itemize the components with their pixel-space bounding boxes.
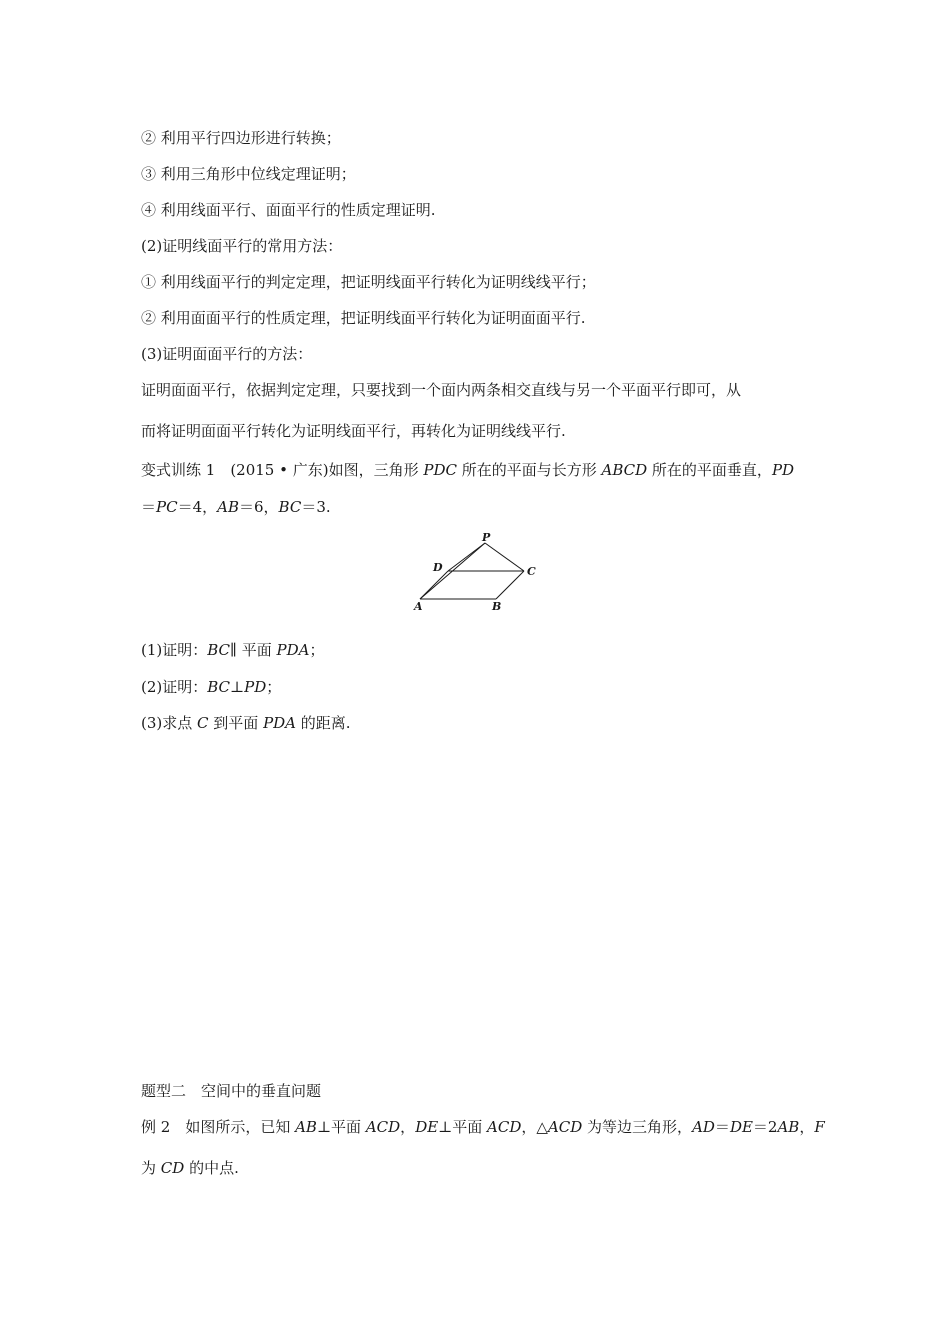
exercise-source: (2015 • 广东)如图，三角形 [230,461,424,479]
text-frag: ＝ [141,498,157,516]
math-ab: AB [777,1118,800,1136]
text-frag: ⊥平面 [438,1118,488,1136]
math-acd: ACD [365,1118,401,1136]
text-frag: 的中点. [184,1159,239,1177]
text-line-item3: ③ 利用三角形中位线定理证明； [141,165,356,183]
math-pda: PDA [263,714,297,732]
vertex-label-c: C [527,565,536,578]
text-frag: ， [400,1118,416,1136]
vertex-label-b: B [492,600,502,613]
question-2 [141,677,281,697]
paragraph-line-2: 而将证明面面平行转化为证明线面平行，再转化为证明线线平行. [141,422,566,440]
math-pd: PD [244,678,267,696]
text-line-method2: ② 利用面面平行的性质定理，把证明线面平行转化为证明面面平行. [141,309,586,327]
math-ab: AB [295,1118,317,1136]
text-frag: ＝6， [239,498,279,516]
heading-plane-plane-methods: (3)证明面面平行的方法： [141,345,313,363]
math-c: C [197,714,209,732]
example2-line-1 [141,1117,825,1137]
text-frag: ， [799,1118,815,1136]
question-3 [141,713,351,733]
text-frag: ＝ [714,1118,730,1136]
text-frag: (1)证明： [141,641,208,659]
vertex-label-p: P [482,531,491,544]
exercise-line-2 [141,497,331,517]
edge-cp [485,543,524,571]
vertex-label-a: A [414,600,423,613]
text-frag: 为等边三角形， [582,1118,693,1136]
math-pd: PD [771,461,795,479]
math-de: DE [415,1118,439,1136]
text-frag: 所在的平面与长方形 [456,461,602,479]
text-frag: ； [266,678,282,696]
text-frag: (2)证明： [141,678,208,696]
example-label: 例 2 [141,1118,171,1136]
section-title-perpendicular: 题型二 空间中的垂直问题 [141,1082,322,1100]
text-frag: ∥ 平面 [230,641,277,659]
text-frag: ＝4， [177,498,218,516]
text-frag: (3)求点 [141,714,198,732]
math-pda: PDA [276,641,310,659]
paragraph-line-1: 证明面面平行，依据判定定理，只要找到一个面内两条相交直线与另一个平面平行即可，从 [141,381,742,399]
text-frag: ； [309,641,325,659]
text-frag: ⊥ [230,678,245,696]
text-frag: ⊥平面 [316,1118,366,1136]
example2-line-2 [141,1158,239,1178]
text-line-method1: ① 利用线面平行的判定定理，把证明线面平行转化为证明线线平行； [141,273,596,291]
geometry-figure-pyramid [408,530,548,616]
edge-bc [496,571,524,599]
vertex-label-d: D [433,561,443,574]
math-bc: BC [207,641,231,659]
text-frag: 的距离. [296,714,351,732]
math-pc: PC [156,498,178,516]
text-frag: 到平面 [208,714,264,732]
text-line-item2: ② 利用平行四边形进行转换； [141,129,341,147]
math-cd: CD [160,1159,185,1177]
geometry-figure-svg [408,530,548,616]
math-de: DE [729,1118,753,1136]
text-frag: 如图所示，已知 [170,1118,296,1136]
math-abcd: ABCD [601,461,648,479]
math-bc: BC [207,678,231,696]
math-bc: BC [278,498,302,516]
text-frag: ＝3. [301,498,331,516]
math-ad: AD [692,1118,715,1136]
math-f: F [814,1118,825,1136]
text-frag: 所在的平面垂直， [647,461,772,479]
math-acd: ACD [547,1118,583,1136]
text-frag: ＝2 [752,1118,778,1136]
heading-linear-plane-methods: (2)证明线面平行的常用方法： [141,237,343,255]
text-line-item4: ④ 利用线面平行、面面平行的性质定理证明. [141,201,436,219]
math-acd: ACD [487,1118,522,1136]
math-pdc: PDC [423,461,457,479]
text-frag: ，△ [521,1118,548,1136]
math-ab: AB [217,498,239,516]
exercise-line-1 [141,460,794,480]
exercise-label: 变式训练 1 [141,461,216,479]
text-frag: 为 [141,1159,161,1177]
question-1 [141,640,324,660]
